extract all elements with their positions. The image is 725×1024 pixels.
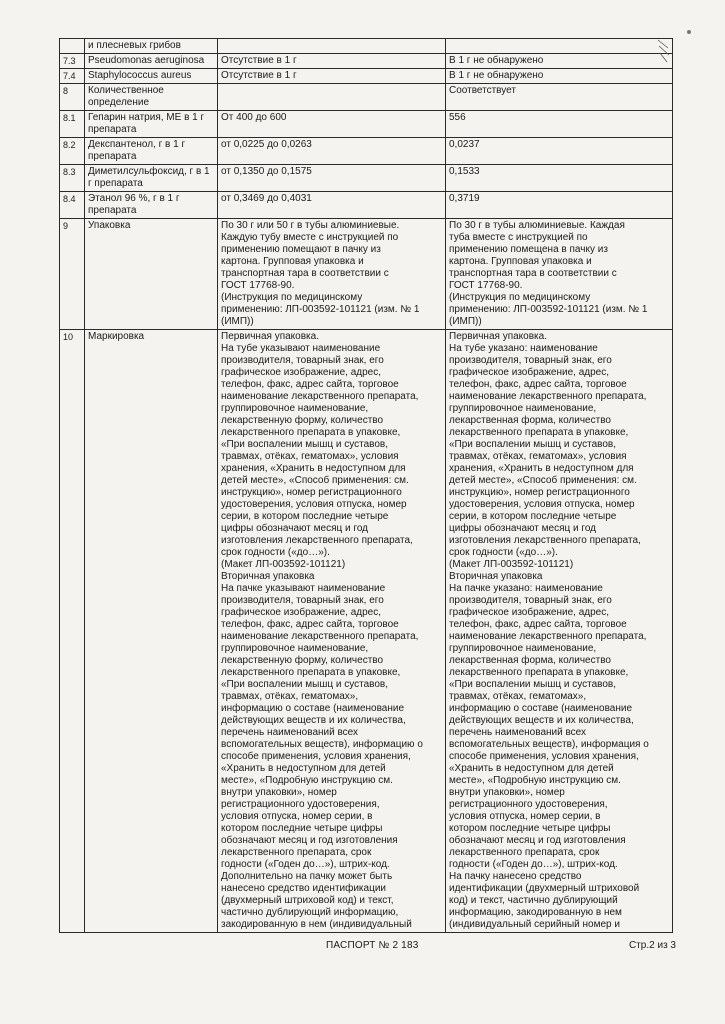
text-line: «При воспалении мышц и суставов,	[449, 439, 617, 450]
text-line: лекарственного препарата в упаковке,	[221, 667, 401, 678]
text-line: внутри упаковки», номер	[449, 787, 565, 798]
text-line: серии, в котором последние четыре	[221, 511, 389, 522]
text-line: транспортная тара в соответствии с	[449, 268, 617, 279]
requirement-cell: от 0,0225 до 0,0263	[218, 138, 446, 165]
text-line: наименование лекарственного препарата,	[221, 391, 419, 402]
requirement-cell: От 400 до 600	[218, 111, 446, 138]
result-cell	[446, 219, 673, 330]
text-line: (двухмерный штриховой код) и текст,	[221, 895, 394, 906]
text-line: лекарственного препарата, срок	[221, 847, 372, 858]
requirement-cell: Отсутствие в 1 г	[218, 69, 446, 84]
text-line: хранения, «Хранить в недоступном для	[449, 463, 634, 474]
punch-hole-mark	[687, 30, 691, 34]
footer-page-number: Стр.2 из 3	[629, 940, 676, 951]
result-cell: 556	[446, 111, 673, 138]
indicator-name-cell: Гепарин натрия, МЕ в 1 г препарата	[85, 111, 218, 138]
text-line: травмах, отёках, гематомах», условия	[449, 451, 627, 462]
table-row	[60, 84, 673, 111]
indicator-name-cell: Декспантенол, г в 1 г препарата	[85, 138, 218, 165]
text-line: Дополнительно на пачку может быть	[221, 871, 393, 882]
text-line: способе применения, условия хранения,	[449, 751, 639, 762]
requirement-cell	[218, 39, 446, 54]
result-cell: 0,1533	[446, 165, 673, 192]
text-line: регистрационного удостоверения,	[221, 799, 380, 810]
text-line: инструкцию», номер регистрационного	[449, 487, 630, 498]
text-line: действующих веществ и их количества,	[221, 715, 406, 726]
text-line: (Инструкция по медицинскому	[221, 292, 363, 303]
text-line: перечень наименований всех	[221, 727, 359, 738]
text-line: котором последние четыре цифры	[221, 823, 383, 834]
text-line: Первичная упаковка.	[449, 331, 547, 342]
text-line: перечень наименований всех	[449, 727, 587, 738]
text-line: лекарственного препарата в упаковке,	[221, 427, 401, 438]
text-line: картона. Групповая упаковка и	[221, 256, 364, 267]
text-line: (Макет ЛП-003592-101121)	[449, 559, 574, 570]
text-line: графическое изображение, адрес,	[449, 607, 609, 618]
text-line: наименование лекарственного препарата,	[449, 391, 647, 402]
indicator-name-cell: Количественное определение	[85, 84, 218, 111]
text-line: туба вместе с инструкцией по	[449, 232, 588, 243]
text-line: внутри упаковки», номер	[221, 787, 337, 798]
row-number-cell: 8	[60, 84, 85, 111]
text-line: способе применения, условия хранения,	[221, 751, 411, 762]
text-line: лекарственного препарата в упаковке,	[449, 667, 629, 678]
text-line: действующих веществ и их количества,	[449, 715, 634, 726]
text-line: удостоверения, условия отпуска, номер	[221, 499, 407, 510]
indicator-name-cell: Маркировка	[85, 330, 218, 933]
text-line: На тубе указывают наименование	[221, 343, 381, 354]
text-line: вспомогательных веществ), информация о	[449, 739, 649, 750]
text-line: удостоверения, условия отпуска, номер	[449, 499, 635, 510]
text-line: обозначают месяц и год изготовления	[221, 835, 398, 846]
row-number-cell: 8.4	[60, 192, 85, 219]
text-line: месте», «Подробную инструкцию см.	[449, 775, 621, 786]
row-number-cell	[60, 39, 85, 54]
text-line: (индивидуальный серийный номер и	[449, 919, 620, 930]
result-cell: В 1 г не обнаружено	[446, 54, 673, 69]
table-row	[60, 138, 673, 165]
text-line: котором последние четыре цифры	[449, 823, 611, 834]
text-line: детей месте», «Способ применения: см.	[449, 475, 637, 486]
text-line: частично дублирующий информацию,	[221, 907, 399, 918]
text-line: телефон, факс, адрес сайта, торговое	[449, 379, 627, 390]
result-cell	[446, 39, 673, 54]
table-row	[60, 69, 673, 84]
text-line: «При воспалении мышц и суставов,	[221, 679, 389, 690]
text-line: На тубе указано: наименование	[449, 343, 598, 354]
text-line: информацию, закодированную в нем	[449, 907, 622, 918]
text-line: группировочное наименование,	[449, 403, 597, 414]
row-number-cell: 8.1	[60, 111, 85, 138]
text-line: цифры обозначают месяц и год	[221, 523, 368, 534]
text-line: (Макет ЛП-003592-101121)	[221, 559, 346, 570]
text-line: «При воспалении мышц и суставов,	[449, 679, 617, 690]
requirement-cell	[218, 84, 446, 111]
text-line: телефон, факс, адрес сайта, торговое	[221, 619, 399, 630]
text-line: лекарственного препарата в упаковке,	[449, 427, 629, 438]
indicator-name-cell: Этанол 96 %, г в 1 г препарата	[85, 192, 218, 219]
indicator-name-cell: Pseudomonas aeruginosa	[85, 54, 218, 69]
text-line: вспомогательных веществ), информацию о	[221, 739, 423, 750]
indicator-name-cell: Диметилсульфоксид, г в 1 г препарата	[85, 165, 218, 192]
text-line: код) и текст, частично дублирующий	[449, 895, 618, 906]
text-line: детей месте», «Способ применения: см.	[221, 475, 409, 486]
text-line: условия отпуска, номер серии, в	[221, 811, 373, 822]
text-line: телефон, факс, адрес сайта, торговое	[449, 619, 627, 630]
text-line: травмах, отёках, гематомах», условия	[221, 451, 399, 462]
row-number-cell: 7.3	[60, 54, 85, 69]
text-line: нанесено средство идентификации	[221, 883, 386, 894]
result-cell	[446, 330, 673, 933]
table-row	[60, 192, 673, 219]
text-line: «Хранить в недоступном для детей	[449, 763, 614, 774]
text-line: информацию о составе (наименование	[221, 703, 405, 714]
result-cell: Соответствует	[446, 84, 673, 111]
text-line: (ИМП))	[449, 316, 482, 327]
table-row	[60, 54, 673, 69]
text-line: На пачку нанесено средство	[449, 871, 582, 882]
text-line: группировочное наименование,	[221, 403, 369, 414]
table-row	[60, 111, 673, 138]
text-line: изготовления лекарственного препарата,	[221, 535, 413, 546]
text-line: На пачке указано: наименование	[449, 583, 603, 594]
text-line: телефон, факс, адрес сайта, торговое	[221, 379, 399, 390]
indicator-name-cell: и плесневых грибов	[85, 39, 218, 54]
text-line: (Инструкция по медицинскому	[449, 292, 591, 303]
text-line: графическое изображение, адрес,	[221, 367, 381, 378]
text-line: месте», «Подробную инструкцию см.	[221, 775, 393, 786]
text-line: применению: ЛП-003592-101121 (изм. № 1	[449, 304, 648, 315]
text-line: группировочное наименование,	[221, 643, 369, 654]
text-line: обозначают месяц и год изготовления	[449, 835, 626, 846]
requirement-cell: от 0,1350 до 0,1575	[218, 165, 446, 192]
text-line: производителя, товарный знак, его	[449, 355, 612, 366]
requirement-cell: Отсутствие в 1 г	[218, 54, 446, 69]
text-line: годности («Годен до…»), штрих-код.	[449, 859, 618, 870]
text-line: лекарственная форма, количество	[449, 655, 611, 666]
text-line: инструкцию», номер регистрационного	[221, 487, 402, 498]
table-row	[60, 330, 673, 933]
text-line: серии, в котором последние четыре	[449, 511, 617, 522]
text-line: лекарственную форму, количество	[221, 415, 384, 426]
text-line: картона. Групповая упаковка и	[449, 256, 592, 267]
text-line: транспортная тара в соответствии с	[221, 268, 389, 279]
table-row	[60, 39, 673, 54]
text-line: графическое изображение, адрес,	[221, 607, 381, 618]
text-line: Каждую тубу вместе с инструкцией по	[221, 232, 399, 243]
requirement-cell	[218, 219, 446, 330]
text-line: графическое изображение, адрес,	[449, 367, 609, 378]
text-line: условия отпуска, номер серии, в	[449, 811, 601, 822]
table-row	[60, 219, 673, 330]
text-line: «Хранить в недоступном для детей	[221, 763, 386, 774]
requirement-cell	[218, 330, 446, 933]
text-line: группировочное наименование,	[449, 643, 597, 654]
text-line: наименование лекарственного препарата,	[221, 631, 419, 642]
text-line: лекарственная форма, количество	[449, 415, 611, 426]
row-number-cell: 8.2	[60, 138, 85, 165]
text-line: изготовления лекарственного препарата,	[449, 535, 641, 546]
text-line: применению помещают в пачку из	[221, 244, 381, 255]
text-line: цифры обозначают месяц и год	[449, 523, 596, 534]
result-cell: 0,0237	[446, 138, 673, 165]
row-number-cell: 10	[60, 330, 85, 933]
text-line: лекарственную форму, количество	[221, 655, 384, 666]
passport-table	[59, 38, 673, 933]
text-line: травмах, отёках, гематомах»,	[221, 691, 359, 702]
text-line: Первичная упаковка.	[221, 331, 319, 342]
text-line: применению помещена в пачку из	[449, 244, 608, 255]
text-line: идентификации (двухмерный штриховой	[449, 883, 640, 894]
text-line: применению: ЛП-003592-101121 (изм. № 1	[221, 304, 420, 315]
footer-passport-title: ПАСПОРТ № 2 183	[326, 940, 419, 951]
text-line: производителя, товарный знак, его	[221, 595, 384, 606]
row-number-cell: 7.4	[60, 69, 85, 84]
text-line: производителя, товарный знак, его	[449, 595, 612, 606]
text-line: На пачке указывают наименование	[221, 583, 386, 594]
text-line: ГОСТ 17768-90.	[449, 280, 523, 291]
text-line: закодированную в нем (индивидуальный	[221, 919, 412, 930]
text-line: «При воспалении мышц и суставов,	[221, 439, 389, 450]
passport-table-body	[60, 39, 673, 933]
text-line: наименование лекарственного препарата,	[449, 631, 647, 642]
text-line: срок годности («до…»).	[221, 547, 330, 558]
text-line: информацию о составе (наименование	[449, 703, 633, 714]
indicator-name-cell: Упаковка	[85, 219, 218, 330]
text-line: ГОСТ 17768-90.	[221, 280, 295, 291]
row-number-cell: 8.3	[60, 165, 85, 192]
text-line: лекарственного препарата, срок	[449, 847, 600, 858]
text-line: производителя, товарный знак, его	[221, 355, 384, 366]
indicator-name-cell: Staphylococcus aureus	[85, 69, 218, 84]
requirement-cell: от 0,3469 до 0,4031	[218, 192, 446, 219]
text-line: Вторичная упаковка	[221, 571, 315, 582]
text-line: регистрационного удостоверения,	[449, 799, 608, 810]
text-line: хранения, «Хранить в недоступном для	[221, 463, 406, 474]
result-cell: 0,3719	[446, 192, 673, 219]
text-line: Вторичная упаковка	[449, 571, 543, 582]
text-line: годности («Годен до…»), штрих-код.	[221, 859, 390, 870]
table-row	[60, 165, 673, 192]
text-line: (ИМП))	[221, 316, 254, 327]
result-cell: В 1 г не обнаружено	[446, 69, 673, 84]
text-line: травмах, отёках, гематомах»,	[449, 691, 587, 702]
text-line: По 30 г или 50 г в тубы алюминиевые.	[221, 220, 400, 231]
row-number-cell: 9	[60, 219, 85, 330]
text-line: По 30 г в тубы алюминиевые. Каждая	[449, 220, 625, 231]
text-line: срок годности («до…»).	[449, 547, 558, 558]
pen-mark-icon	[656, 38, 670, 64]
